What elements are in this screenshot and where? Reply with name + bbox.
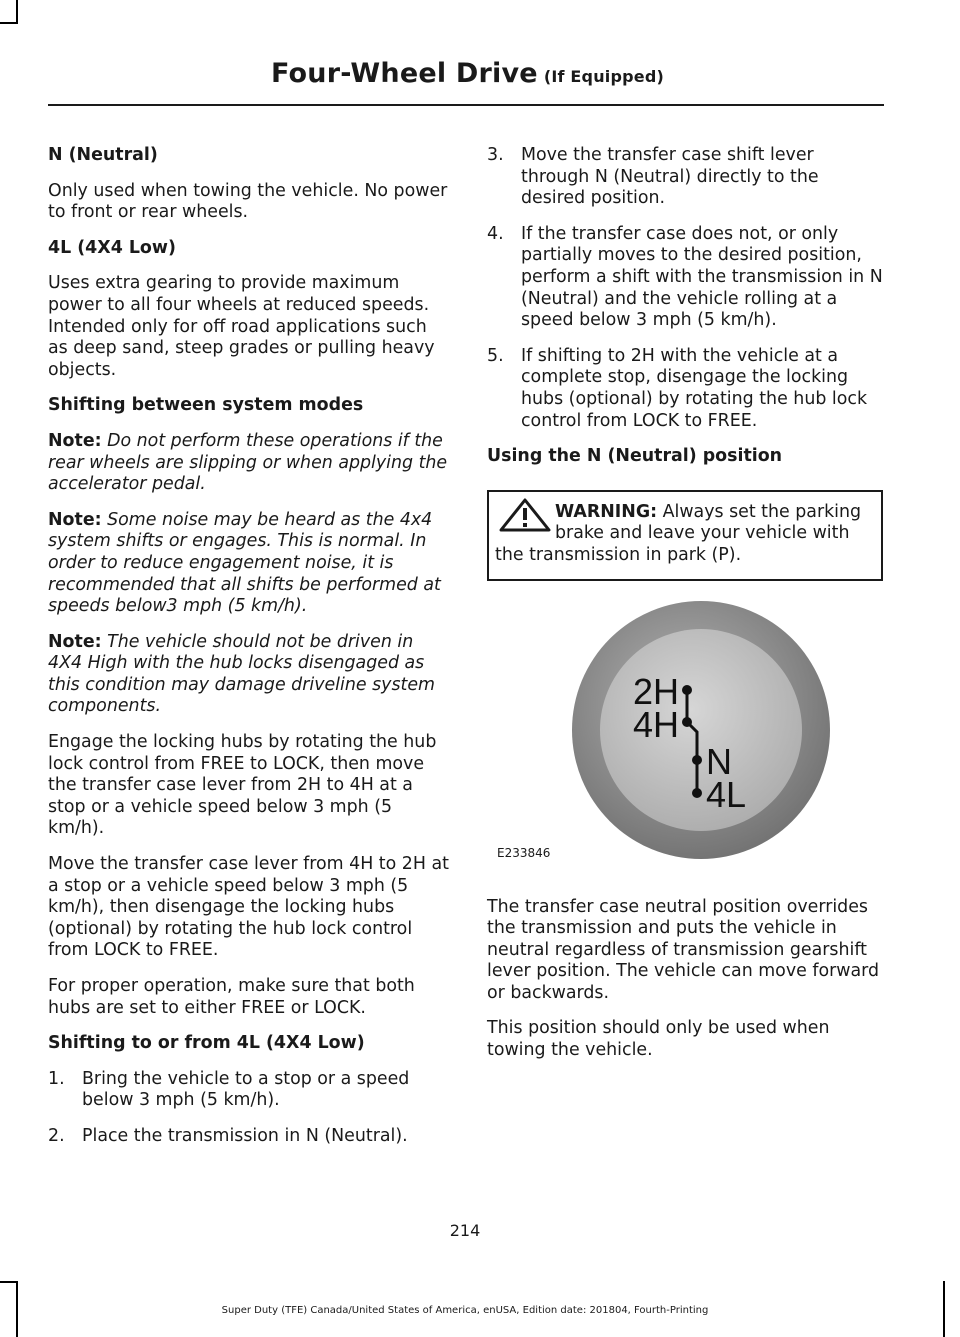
note xyxy=(48,632,450,718)
step-number: 2. xyxy=(48,1125,65,1146)
note-text: Do not perform these operations if the rear wheels are slipping or when applying the accelerator pedal. xyxy=(48,430,448,495)
crop-mark xyxy=(0,1281,18,1283)
continued-steps xyxy=(487,145,883,432)
position-marker-n xyxy=(692,755,702,765)
list-item xyxy=(487,346,883,432)
label-4l: 4L xyxy=(706,773,747,815)
low-shift-steps xyxy=(48,1069,450,1148)
move-paragraph: Move the transfer case lever from 4H to 2H at a stop or a vehicle speed below 3 mph (5 km/h), then disengage the locking hubs (optional) by rotating the hub lock control from LOCK to FREE. xyxy=(48,854,449,961)
position-marker-2h xyxy=(682,685,692,695)
using-neutral-heading: Using the N (Neutral) position xyxy=(487,446,783,467)
note-label: Note: xyxy=(48,631,102,652)
neutral-heading: N (Neutral) xyxy=(48,145,158,165)
list-item xyxy=(487,145,883,210)
list-item xyxy=(487,224,883,332)
position-marker-4l xyxy=(692,788,702,798)
transfer-case-dial-illustration xyxy=(487,601,883,871)
note-label: Note: xyxy=(48,430,102,451)
note xyxy=(48,510,450,618)
warning-box xyxy=(487,490,883,581)
step-text: If shifting to 2H with the vehicle at a complete stop, disengage the locking hubs (optional) by rotating the hub lock control from LOCK to FREE. xyxy=(521,345,868,431)
edition-footer: Super Duty (TFE) Canada/United States of America, enUSA, Edition date: 201804, Fourth-Printing xyxy=(221,1305,709,1316)
step-number: 5. xyxy=(487,345,504,366)
header-rule xyxy=(48,104,884,106)
note-text: The vehicle should not be driven in 4X4 High with the hub locks disengaged as this condition may damage driveline system components. xyxy=(48,631,435,717)
step-text: Move the transfer case shift lever through N (Neutral) directly to the desired position. xyxy=(521,145,819,209)
step-number: 4. xyxy=(487,223,504,244)
warning-label: WARNING: xyxy=(555,501,658,522)
label-4h: 4H xyxy=(633,703,680,745)
shift-heading: Shifting between system modes xyxy=(48,395,364,416)
crop-mark xyxy=(0,22,18,24)
dial-face xyxy=(600,629,802,831)
right-column xyxy=(487,145,883,1076)
step-text: Place the transmission in N (Neutral). xyxy=(82,1125,408,1146)
position-marker-4h xyxy=(682,717,692,727)
page-number: 214 xyxy=(449,1221,481,1240)
towing-paragraph: This position should only be used when towing the vehicle. xyxy=(487,1018,830,1061)
engage-paragraph: Engage the locking hubs by rotating the hub lock control from FREE to LOCK, then move the transfer case lever from 2H to 4H at a stop or a vehicle speed below 3 mph (5 km/h). xyxy=(48,732,437,839)
step-text: If the transfer case does not, or only partially moves to the desired position, perform a shift with the transmission in N (Neutral) and the vehicle rolling at a speed below 3 mph (5 km/h). xyxy=(521,223,883,331)
transfer-case-dial-figure xyxy=(487,601,883,871)
list-item xyxy=(48,1069,450,1112)
header-title-suffix: (If Equipped) xyxy=(543,67,664,86)
label-2h: 2H xyxy=(633,670,680,712)
override-paragraph: The transfer case neutral position overrides the transmission and puts the vehicle in neutral regardless of transmission gearshift lever position. The vehicle can move forward or backwards. xyxy=(487,896,880,1003)
proper-operation-paragraph: For proper operation, make sure that both hubs are set to either FREE or LOCK. xyxy=(48,976,415,1018)
note xyxy=(48,431,450,496)
warning-text: Always set the parking brake and leave your vehicle with the transmission in park (P). xyxy=(495,501,862,565)
crop-mark xyxy=(16,0,18,24)
header-title: Four-Wheel Drive xyxy=(271,58,538,89)
list-item xyxy=(48,1126,450,1148)
warning-triangle-icon xyxy=(499,498,551,532)
step-number: 1. xyxy=(48,1068,65,1089)
step-text: Bring the vehicle to a stop or a speed below 3 mph (5 km/h). xyxy=(82,1068,410,1111)
figure-code: E233846 xyxy=(497,845,551,860)
neutral-text: Only used when towing the vehicle. No power to front or rear wheels. xyxy=(48,180,448,223)
low-text: Uses extra gearing to provide maximum power to all four wheels at reduced speeds. Intended only for off road applications such as deep sand, steep grades or pulling heavy objects. xyxy=(48,273,435,380)
note-label: Note: xyxy=(48,509,102,530)
low-shift-heading: Shifting to or from 4L (4X4 Low) xyxy=(48,1033,365,1054)
label-n: N xyxy=(706,740,732,782)
left-column xyxy=(48,145,450,1162)
low-heading: 4L (4X4 Low) xyxy=(48,237,176,258)
page-header xyxy=(271,58,664,89)
step-number: 3. xyxy=(487,145,504,165)
note-text: Some noise may be heard as the 4x4 system shifts or engages. This is normal. In order to reduce engagement noise, it is recommended that all shifts be performed at speeds below3 mph (5 km/h). xyxy=(48,509,441,617)
crop-mark xyxy=(943,1281,945,1337)
